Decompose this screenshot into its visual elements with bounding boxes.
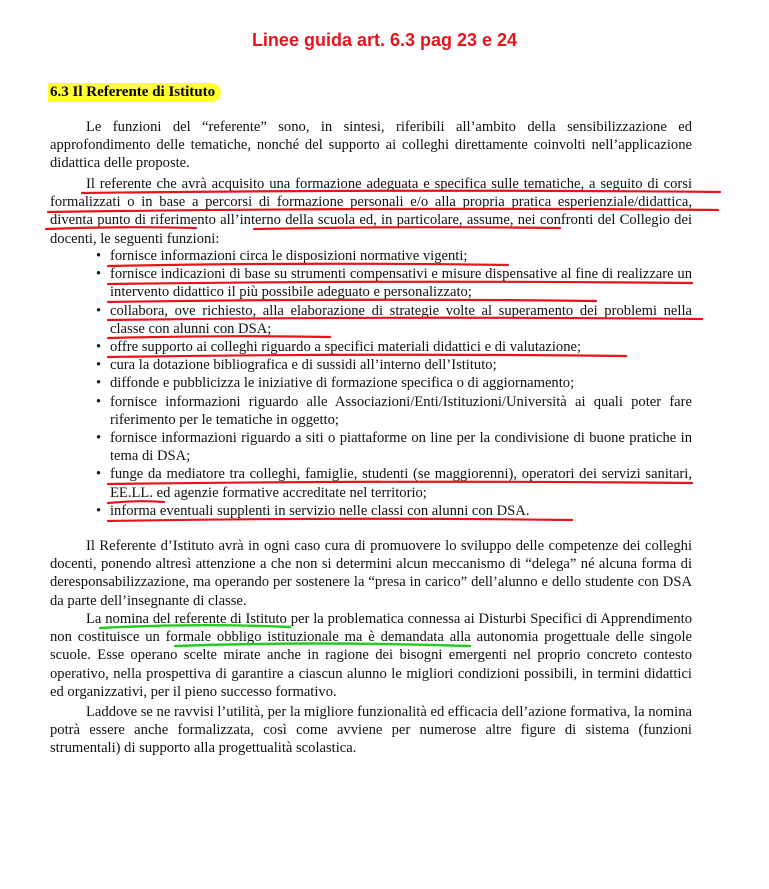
list-item-text: funge da mediatore tra colleghi, famiglie, studenti (se maggiorenni), operatori dei servizi sanitari, EE.LL. ed agenzie formative accreditate nel territorio; [110,466,692,501]
paragraph-2-text: Il referente che avrà acquisito una formazione adeguata e specifica sulle tematiche, a seguito di corsi formalizzati o in base a percorsi di formazione personali e/o alla propria pratica esperienziale/didattica, diventa punto di riferimento all’interno della scuola ed, in particolare, assume, nei confronti del Collegio dei docenti, le seguenti funzioni: [50,176,692,247]
list-item [92,465,692,501]
functions-list [92,247,692,520]
bullet-icon: • [96,430,102,447]
bullet-icon: • [96,266,102,283]
list-item-text: offre supporto ai colleghi riguardo a specifici materiali didattici e di valutazione; [110,339,582,356]
list-item [92,302,692,338]
paragraph-5-text: Laddove se ne ravvisi l’utilità, per la migliore funzionalità ed efficacia dell’azione formativa, la nomina potrà essere anche formalizzata, così come avviene per numerose altre figure di sistema (funzioni strumentali) di supporto alla progettualità scolastica. [50,704,692,757]
bullet-icon: • [96,502,102,519]
bullet-icon: • [96,339,102,356]
list-item-text: cura la dotazione bibliografica e di sussidi all’interno dell’Istituto; [110,357,497,374]
list-item [92,374,692,392]
list-item [92,429,692,465]
paragraph-3 [50,537,692,610]
paragraph-1-text: Le funzioni del “referente” sono, in sintesi, riferibili all’ambito della sensibilizzazione ed approfondimento delle tematiche, nonché del supporto ai colleghi direttamente coinvolti nell’applicazione didattica delle proposte. [50,119,692,172]
list-item-text: diffonde e pubblicizza le iniziative di formazione specifica o di aggiornamento; [110,375,575,392]
list-item-text: fornisce indicazioni di base su strumenti compensativi e misure dispensative al fine di realizzare un intervento didattico il più possibile adeguato e personalizzato; [110,266,692,301]
paragraph-4-text: La nomina del referente di Istituto per la problematica connessa ai Disturbi Specifici di Apprendimento non costituisce un formale obbligo istituzionale ma è demandata alla autonomia progettuale delle singole scuole. Esse operano scelte mirate anche in ragione dei bisogni emergenti nel proprio concreto contesto operativo, nella prospettiva di garantire a ciascun alunno le migliori condizioni possibili, in termini didattici ed organizzativi, per il pieno successo formativo. [50,611,692,700]
paragraph-3-text: Il Referente d’Istituto avrà in ogni caso cura di promuovere lo sviluppo delle competenze dei colleghi docenti, ponendo altresì attenzione a che non si determini alcun meccanismo di “delega” né alcuna forma di deresponsabilizzazione, ma operando per sostenere la “presa in carico” dell’alunno e dello studente con DSA da parte dell’insegnante di classe. [50,538,692,609]
bullet-icon: • [96,248,102,264]
paragraph-5 [50,703,692,758]
bullet-icon: • [96,393,102,410]
list-item [92,265,692,301]
list-item [92,356,692,374]
list-item-text: informa eventuali supplenti in servizio nelle classi con alunni con DSA. [110,502,530,519]
section-heading: 6.3 Il Referente di Istituto [48,83,221,102]
paragraph-2 [50,175,692,248]
list-item-text: fornisce informazioni riguardo a siti o piattaforme on line per la condivisione di buone pratiche in tema di DSA; [110,430,692,465]
bullet-icon: • [96,466,102,483]
bullet-icon: • [96,375,102,392]
page-title: Linee guida art. 6.3 pag 23 e 24 [251,30,518,50]
list-item [92,247,692,265]
paragraph-4 [50,610,692,701]
list-item-text: fornisce informazioni riguardo alle Associazioni/Enti/Istituzioni/Università ai quali poter fare riferimento per le tematiche in oggetto; [110,393,692,428]
paragraph-1 [50,118,692,173]
list-item [92,502,692,520]
list-item-text: fornisce informazioni circa le disposizioni normative vigenti; [110,248,468,264]
bullet-icon: • [96,357,102,374]
bullet-icon: • [96,302,102,319]
list-item [92,393,692,429]
list-item-text: collabora, ove richiesto, alla elaborazione di strategie volte al superamento dei problemi nella classe con alunni con DSA; [110,302,692,337]
list-item [92,338,692,356]
